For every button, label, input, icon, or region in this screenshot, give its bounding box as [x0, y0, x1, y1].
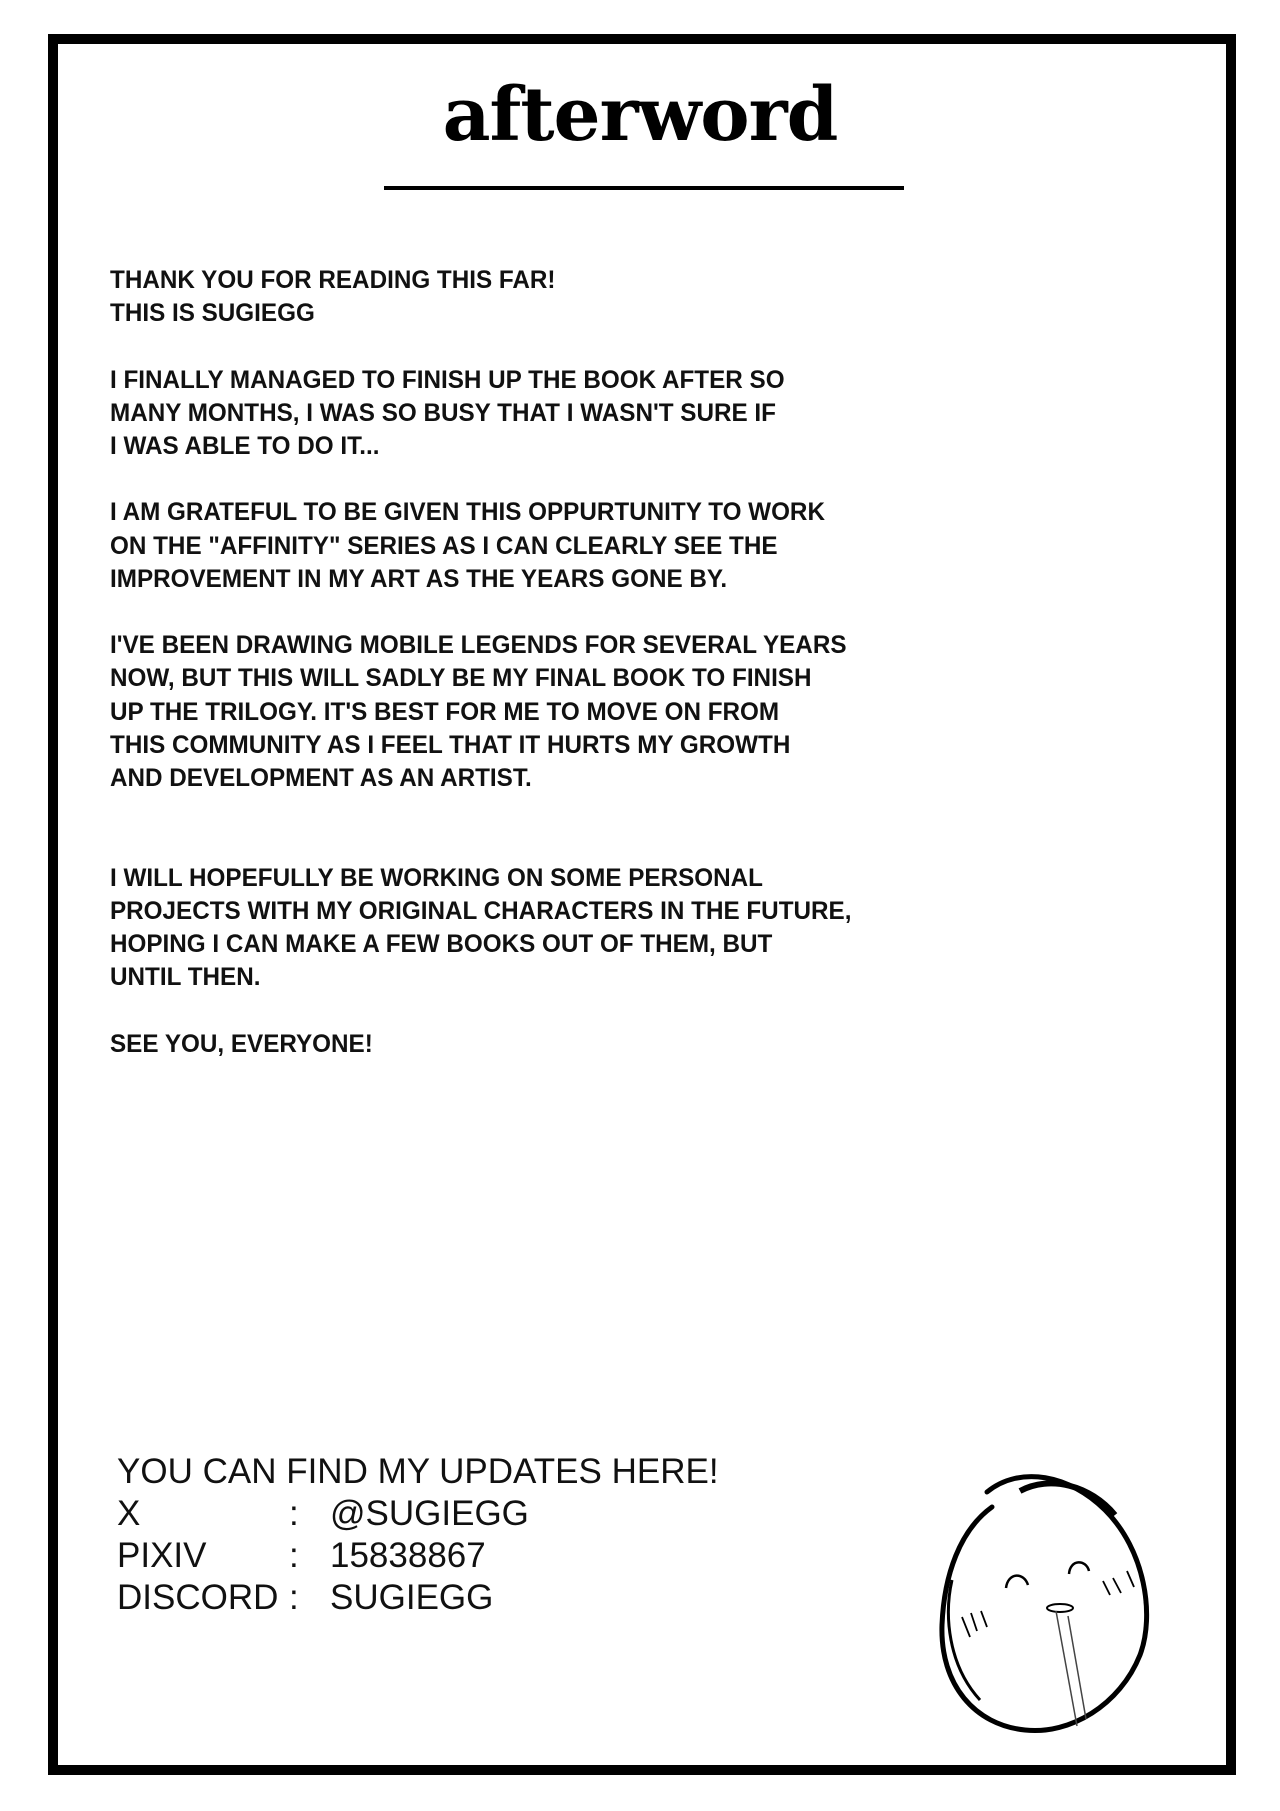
paragraph	[110, 629, 874, 795]
text-line: I'VE BEEN DRAWING MOBILE LEGENDS FOR SEVERAL YEARS	[110, 631, 847, 660]
text-line: THIS IS SUGIEGG	[110, 299, 315, 328]
link-colon: :	[289, 1536, 299, 1575]
paragraph	[110, 496, 874, 596]
link-value: @SUGIEGG	[330, 1494, 529, 1533]
text-line: I WILL HOPEFULLY BE WORKING ON SOME PERSONAL	[110, 863, 764, 892]
text-line: UP THE TRILOGY. IT'S BEST FOR ME TO MOVE ON FROM	[110, 697, 780, 726]
text-line: PROJECTS WITH MY ORIGINAL CHARACTERS IN THE FUTURE,	[110, 896, 852, 925]
text-line: I AM GRATEFUL TO BE GIVEN THIS OPPURTUNITY TO WORK	[110, 498, 825, 527]
link-colon: :	[289, 1494, 299, 1533]
text-line: HOPING I CAN MAKE A FEW BOOKS OUT OF THEM, BUT	[110, 930, 773, 958]
link-row-discord	[117, 1577, 719, 1619]
egg-mascot-icon	[920, 1435, 1180, 1745]
link-colon: :	[289, 1578, 299, 1617]
text-line: MANY MONTHS, I WAS SO BUSY THAT I WASN'T SURE IF	[110, 398, 776, 427]
afterword-body	[110, 264, 874, 1094]
link-label: DISCORD	[117, 1578, 279, 1617]
paragraph	[110, 862, 874, 995]
paragraph	[110, 364, 874, 464]
link-label: PIXIV	[117, 1536, 207, 1575]
title-underline	[384, 186, 904, 190]
text-line: SEE YOU, EVERYONE!	[110, 1029, 373, 1058]
text-line: I FINALLY MANAGED TO FINISH UP THE BOOK AFTER SO	[110, 365, 785, 394]
text-line: THANK YOU FOR READING THIS FAR!	[110, 266, 556, 294]
link-value: SUGIEGG	[330, 1578, 494, 1617]
text-line: AND DEVELOPMENT AS AN ARTIST.	[110, 764, 532, 792]
text-line: NOW, BUT THIS WILL SADLY BE MY FINAL BOOK TO FINISH	[110, 664, 812, 693]
text-line: THIS COMMUNITY AS I FEEL THAT IT HURTS MY GROWTH	[110, 730, 791, 759]
text-line: ON THE "AFFINITY" SERIES AS I CAN CLEARLY SEE THE	[110, 531, 778, 560]
text-line: IMPROVEMENT IN MY ART AS THE YEARS GONE BY.	[110, 564, 728, 593]
link-row-pixiv	[117, 1535, 719, 1577]
link-value: 15838867	[330, 1536, 486, 1575]
social-links	[117, 1451, 719, 1619]
link-label: X	[117, 1494, 141, 1533]
page-title: afterword	[442, 72, 838, 158]
footer-heading: YOU CAN FIND MY UPDATES HERE!	[117, 1452, 719, 1491]
link-row-x	[117, 1493, 719, 1535]
text-line: UNTIL THEN.	[110, 963, 261, 992]
paragraph	[110, 1028, 874, 1061]
paragraph	[110, 264, 874, 330]
text-line: I WAS ABLE TO DO IT...	[110, 432, 380, 460]
